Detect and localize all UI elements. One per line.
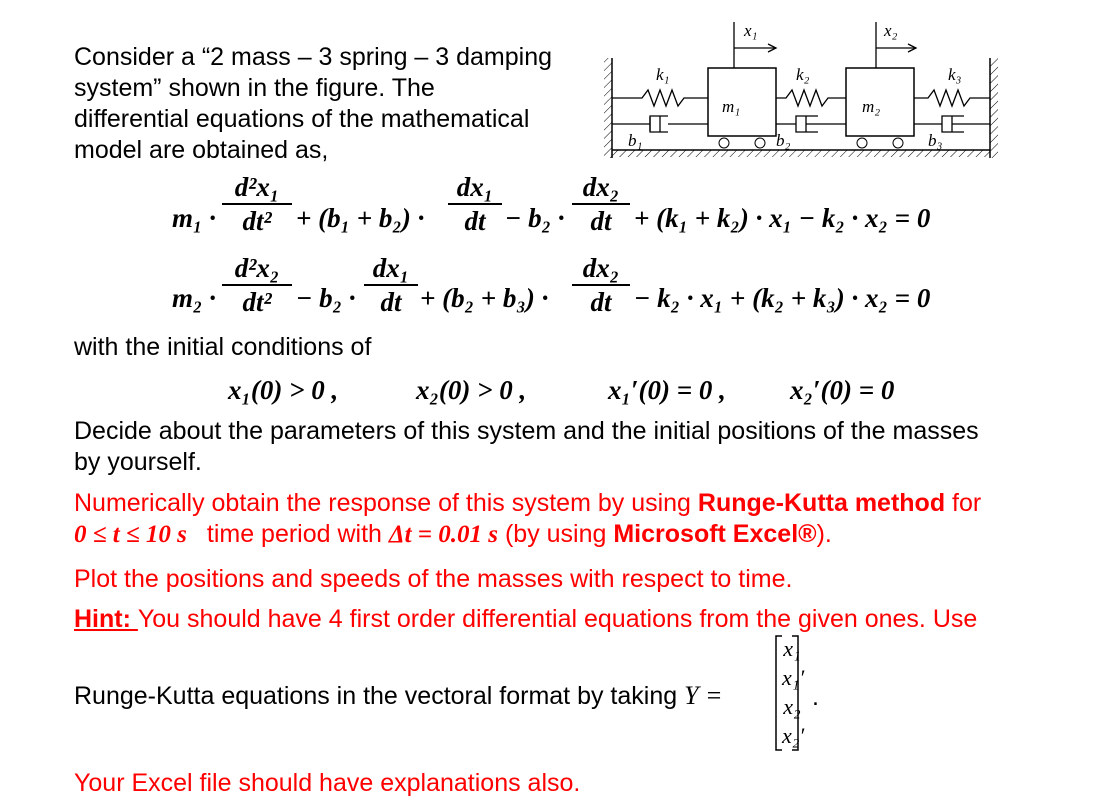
eq2-fraction-2: dx₁ dt <box>364 253 418 317</box>
eq1-fraction-2: dx₁ dt <box>448 172 502 236</box>
vector-line: Runge-Kutta equations in the vectoral format by taking Y = <box>74 681 723 710</box>
intro-paragraph <box>74 42 594 166</box>
vector-entry: x₁′ <box>782 665 805 690</box>
plot-instruction: Plot the positions and speeds of the masses with respect to time. <box>74 565 793 593</box>
hint-line <box>74 604 1084 635</box>
decide-line-1: Decide about the parameters of this system and the initial positions of the masses <box>74 417 979 445</box>
intro-line-2: system” shown in the figure. The <box>74 74 435 102</box>
eq2-middle-2: + (b₂ + b₃) · <box>420 283 549 313</box>
eq1-fraction-1: d²x₁ dt² <box>222 172 292 236</box>
eq1-fraction-3: dx₂ dt <box>572 172 630 236</box>
label-m1: m₁ <box>722 97 741 116</box>
vector-entry: x₂ <box>783 694 801 719</box>
time-step: Δt = 0.01 s <box>388 521 499 548</box>
mass-1-block <box>708 68 776 136</box>
label-x2: x₂ <box>884 21 898 40</box>
task-line-1: Numerically obtain the response of this system by using Runge-Kutta method for <box>74 489 982 517</box>
time-range: 0 ≤ t ≤ 10 s <box>74 521 187 548</box>
spring-k3 <box>914 90 990 106</box>
eq2-tail: − k₂ · x₁ + (k₂ + k₃) · x₂ = 0 <box>634 283 931 313</box>
label-k2: k₂ <box>796 65 810 84</box>
task-paragraph <box>74 488 1084 550</box>
spring-k2 <box>776 90 846 106</box>
vector-period: . <box>812 683 819 711</box>
label-b2: b₂ <box>776 131 791 150</box>
eq1-middle-2: − b₂ · <box>505 203 565 233</box>
hint-label: Hint: <box>74 605 138 633</box>
damper-b3 <box>914 116 990 132</box>
eq2-fraction-3: dx₂ dt <box>572 253 630 317</box>
vector-entry: x₂′ <box>782 723 805 748</box>
ic-x2: x₂(0) > 0 , <box>416 375 527 405</box>
task-line-2: 0 ≤ t ≤ 10 s time period with Δt = 0.01 s (by using Microsoft Excel®). <box>74 520 832 548</box>
ic-x2-prime: x₂′(0) = 0 <box>790 375 895 405</box>
label-k1: k₁ <box>656 65 670 84</box>
label-b3: b₃ <box>928 131 943 150</box>
eq1-tail: + (k₁ + k₂) · x₁ − k₂ · x₂ = 0 <box>634 203 931 233</box>
intro-line-3: differential equations of the mathematical <box>74 105 530 133</box>
eq1-middle-1: + (b₁ + b₂) · <box>296 203 425 233</box>
damper-b2 <box>776 116 846 132</box>
ic-x1: x₁(0) > 0 , <box>228 375 339 405</box>
eq2-lead: m₂ · <box>172 283 216 313</box>
mass-spring-damper-figure <box>598 0 1008 170</box>
eq1-lead: m₁ · <box>172 203 216 233</box>
vector-y: Y = <box>684 681 723 710</box>
spring-k1 <box>612 90 708 106</box>
vector-entry: x₁ <box>783 636 801 661</box>
intro-line-4: model are obtained as, <box>74 136 329 164</box>
decide-line-2: by yourself. <box>74 448 202 476</box>
excel-instruction: Your Excel file should have explanations also. <box>74 769 581 797</box>
right-wall <box>990 58 998 158</box>
decide-paragraph <box>74 416 1084 478</box>
label-m2: m₂ <box>862 97 881 116</box>
left-wall <box>604 58 612 158</box>
initial-conditions-label: with the initial conditions of <box>74 333 372 361</box>
vector-entries <box>782 634 805 750</box>
damper-b1 <box>612 116 708 132</box>
hint-text: You should have 4 first order differential equations from the given ones. Use <box>137 605 978 633</box>
eq2-fraction-1: d²x₂ dt² <box>222 253 292 317</box>
label-x1: x₁ <box>744 21 758 40</box>
eq2-middle-1: − b₂ · <box>296 283 356 313</box>
ic-x1-prime: x₁′(0) = 0 , <box>608 375 726 405</box>
floor <box>612 150 990 157</box>
intro-line-1: Consider a “2 mass – 3 spring – 3 damping <box>74 43 553 71</box>
label-k3: k₃ <box>948 65 962 84</box>
label-b1: b₁ <box>628 131 643 150</box>
